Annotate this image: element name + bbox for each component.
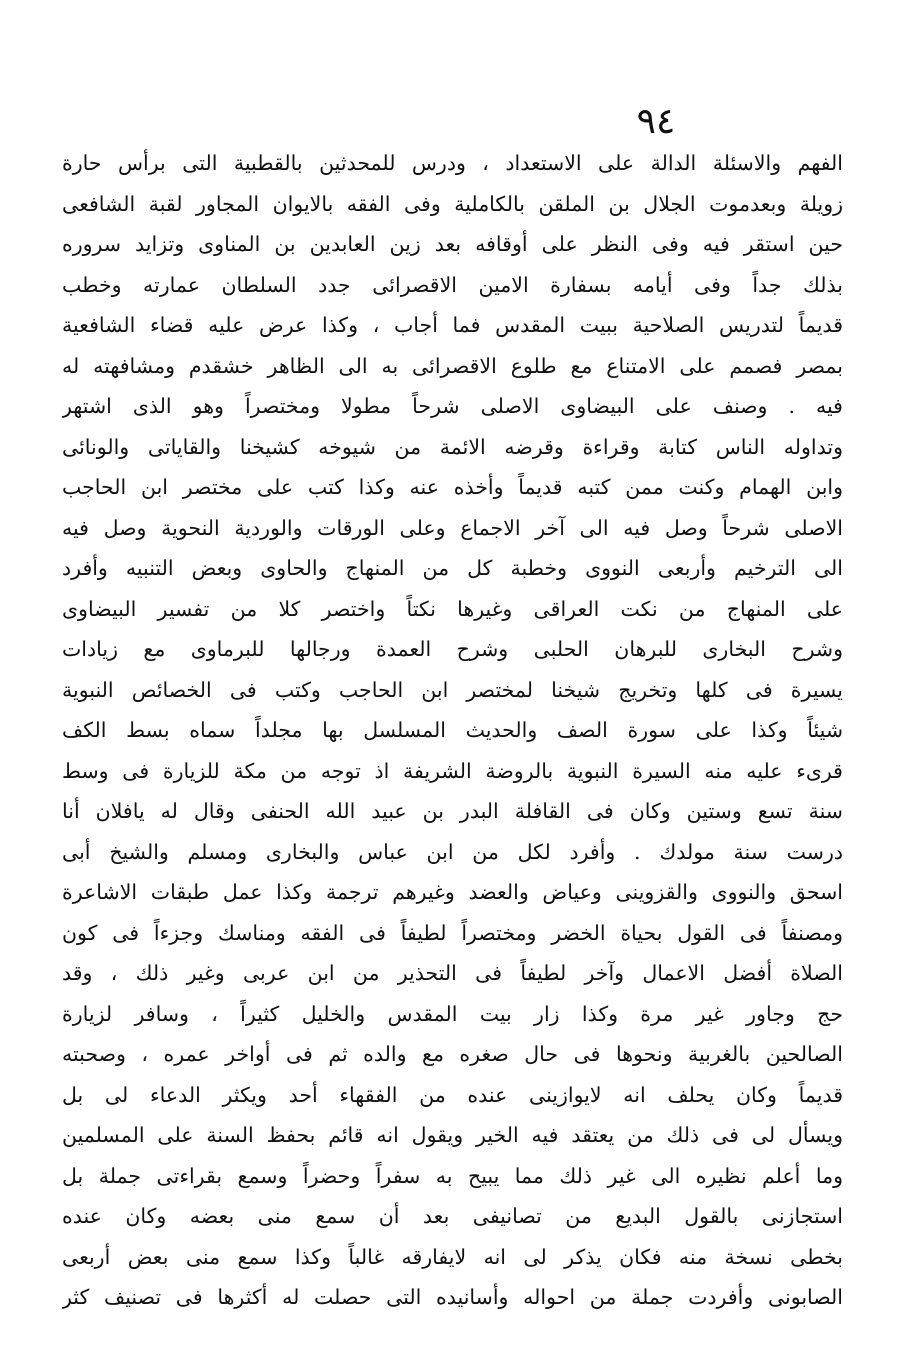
text-line: وتداوله الناس كتابة وقراءة وقرضه الائمة من شيوخه كشيخنا والقاياتى والونائى xyxy=(62,434,843,459)
text-line: حين استقر فيه وفى النظر على أوقافه بعد زين العابدين بن المناوى وتزايد سروره xyxy=(62,232,843,256)
text-line: الصلاة أفضل الاعمال وآخر لطيفاً فى التحذير من ابن عربى وغير ذلك ، وقد xyxy=(62,961,843,985)
text-line: شيئاً وكذا على سورة الصف والحديث المسلسل بها مجلداً سماه بسط الكف xyxy=(62,718,843,742)
text-line: على المنهاج من نكت العراقى وغيرها نكتاً واختصر كلا من تفسير البيضاوى xyxy=(62,596,843,621)
text-line: الى الترخيم وأربعى النووى وخطبة كل من المنهاج والحاوى وبعض التنبيه وأفرد xyxy=(62,556,843,580)
text-line: بخطى نسخة منه فكان يذكر لى انه لايفارقه غالباً وكذا سمع منى بعض أربعى xyxy=(62,1244,843,1269)
text-line: الصالحين بالغربية ونحوها فى حال صغره مع والده ثم فى أواخر عمره ، وصحبته xyxy=(62,1042,843,1066)
text-line: ومصنفاً فى القول بحياة الخضر ومختصراً لطيفاً فى الفقه ومناسك وجزءاً فى كون xyxy=(62,920,843,945)
text-line: استجازنى بالقول البديع من تصانيفى بعد أن سمع منى بعضه وكان عنده xyxy=(62,1204,843,1228)
text-line: الصابونى وأفردت جملة من احواله وأسانيده التى حصلت له أكثرها فى تصنيف كثر xyxy=(62,1285,843,1309)
text-line: بذلك جداً وفى أيامه بسفارة الامين الاقصرائى جدد السلطان عمارته وخطب xyxy=(62,272,843,297)
text-line: يسيرة فى كلها وتخريج شيخنا لمختصر ابن الحاجب وكتب فى الخصائص النبوية xyxy=(62,677,843,702)
text-line: وشرح البخارى للبرهان الحلبى وشرح العمدة ورجالها للبرماوى مع زيادات xyxy=(62,637,843,661)
text-line: قرىء عليه منه السيرة النبوية بالروضة الشريفة اذ توجه من مكة للزيارة فى وسط xyxy=(62,758,843,783)
text-line: الفهم والاسئلة الدالة على الاستعداد ، ودرس للمحدثين بالقطبية التى برأس حارة xyxy=(62,151,843,175)
text-line: درست سنة مولدك . وأفرد لكل من ابن عباس والبخارى ومسلم والشيخ أبى xyxy=(62,839,843,864)
body-text xyxy=(62,143,843,1318)
text-line: اسحق والنووى والقزوينى وعياض والعضد وغيرهم ترجمة وكذا عمل طبقات الاشاعرة xyxy=(62,880,843,904)
text-line: قديماً لتدريس الصلاحية ببيت المقدس فما أجاب ، وكذا عرض عليه قضاء الشافعية xyxy=(62,313,843,337)
page-number: ٩٤ xyxy=(636,101,676,142)
text-line: الاصلى شرحاً وصل فيه الى آخر الاجماع وعلى الورقات والوردية النحوية وصل فيه xyxy=(62,515,843,540)
text-line: ويسأل لى فى ذلك من يعتقد فيه الخير ويقول انه قائم بحفظ السنة على المسلمين xyxy=(62,1123,843,1147)
text-line: قديماً وكان يحلف انه لايوازينى عنده من الفقهاء أحد ويكثر الدعاء لى بل xyxy=(62,1082,843,1107)
text-line: سنة تسع وستين وكان فى القافلة البدر بن عبيد الله الحنفى وقال له يافلان أنا xyxy=(62,799,843,823)
text-line: وما أعلم نظيره الى غير ذلك مما يبيح به سفراً وحضراً وسمع بقراءتى جملة بل xyxy=(62,1163,843,1188)
text-line: بمصر فصمم على الامتناع مع طلوع الاقصرائى به الى الظاهر خشقدم ومشافهته له xyxy=(62,353,843,378)
text-line: وابن الهمام وكنت ممن كتبه قديماً وأخذه عنه وكذا كتب على مختصر ابن الحاجب xyxy=(62,475,843,499)
text-line: حج وجاور غير مرة وكذا زار بيت المقدس والخليل كثيراً ، وسافر لزيارة xyxy=(62,1001,843,1026)
text-line: فيه . وصنف على البيضاوى الاصلى شرحاً مطولا ومختصراً وهو الذى اشتهر xyxy=(62,394,843,418)
text-line: زويلة وبعدموت الجلال بن الملقن بالكاملية وفى الفقه بالايوان المجاور لقبة الشافعى xyxy=(62,191,843,216)
